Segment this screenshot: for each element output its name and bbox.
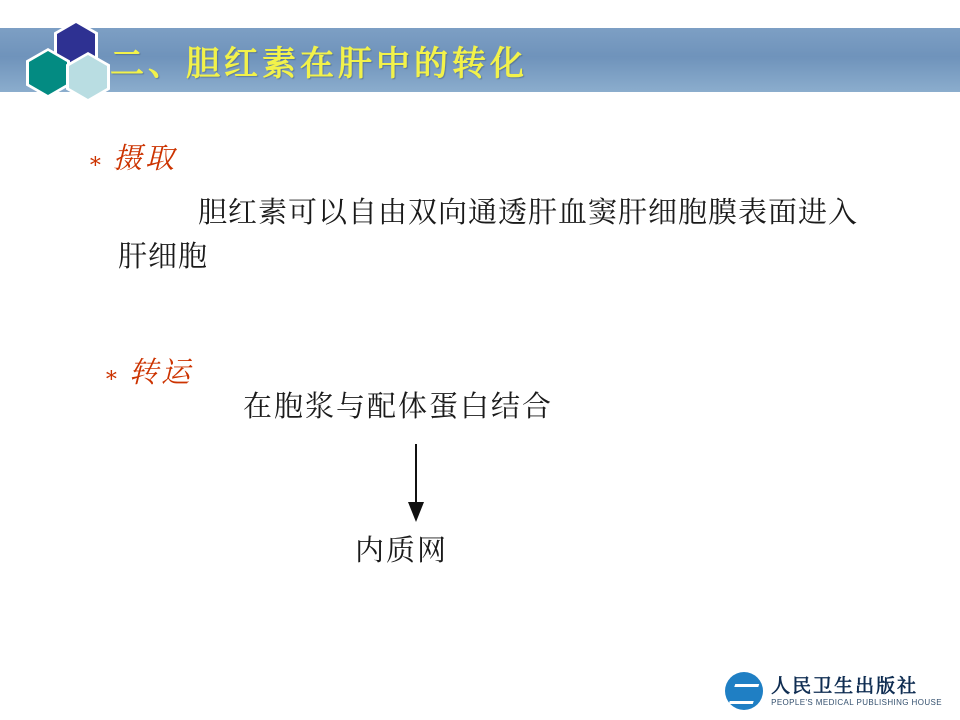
bullet-uptake [88,136,177,177]
downward-arrow-icon [404,444,428,524]
hexagon-decoration [18,20,118,100]
asterisk-icon: ∗ [104,363,119,388]
arrow-shaft [415,444,417,506]
publisher-logo [725,672,942,710]
flow-step-binding: 在胞浆与配体蛋白结合 [243,389,554,423]
page-title: 二、胆红素在肝中的转化 [110,43,528,84]
bullet-uptake-body: 胆红素可以自由双向通透肝血窦肝细胞膜表面进入肝细胞 [118,195,859,273]
title-bar-inner [110,28,528,92]
bullet-transport-label: 转运 [128,355,193,389]
bullet-uptake-label: 摄取 [112,141,177,175]
arrow-head [408,502,424,522]
publisher-mark-icon [725,672,763,710]
publisher-name-cn: 人民卫生出版社 [771,674,919,697]
slide-content [0,92,960,720]
title-bar [0,28,960,92]
publisher-name-en: PEOPLE'S MEDICAL PUBLISHING HOUSE [771,697,942,707]
bullet-transport [104,350,193,391]
publisher-text-block [771,675,942,708]
flow-step-er: 内质网 [355,533,449,567]
asterisk-icon: ∗ [88,149,103,174]
